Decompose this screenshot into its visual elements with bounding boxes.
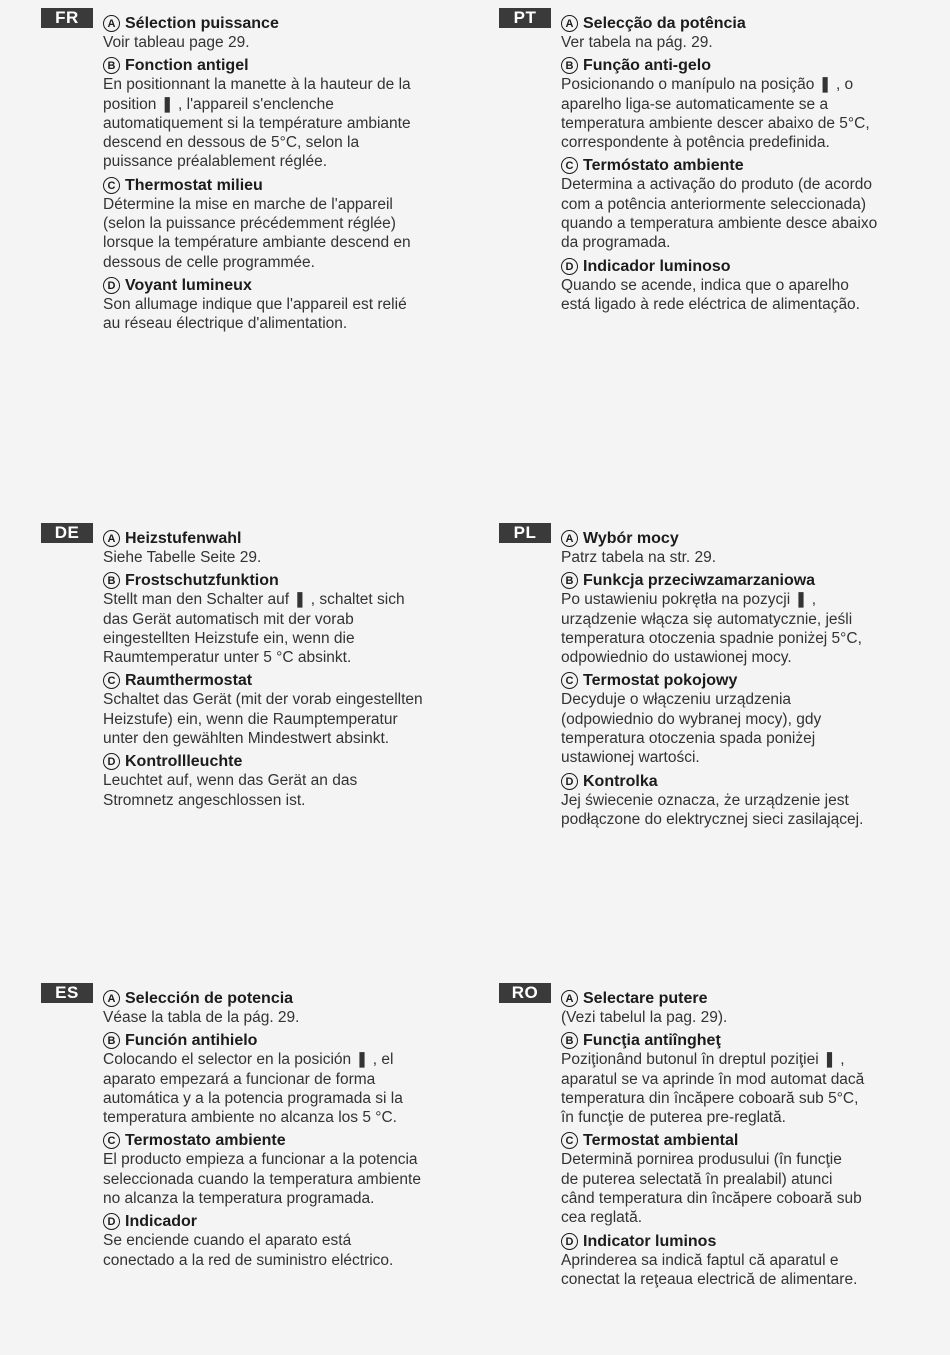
item-body: Son allumage indique que l'appareil est relié au réseau électrique d'alimentation. [103, 295, 407, 333]
item-body: Poziţionând butonul în dreptul poziţiei ❚ , aparatul se va aprinde în mod automat dacă temperatura din încăpere coboară sub 5°C, în funcţie de puterea pre-reglată. [561, 1051, 865, 1127]
marker-a-icon: A [103, 990, 120, 1007]
item-body: Ver tabela na pág. 29. [561, 34, 713, 51]
marker-b-icon: B [103, 1032, 120, 1049]
marker-c-icon: C [561, 157, 578, 174]
item-body: Decyduje o włączeniu urządzenia (odpowiednio do wybranej mocy), gdy temperatura otoczenia spada poniżej ustawionej wartości. [561, 691, 822, 767]
item-body: En positionnant la manette à la hauteur de la position ❚ , l'appareil s'enclenche automatiquement si la température ambiante descend en dessous de 5°C, selon la puissance préalablement réglée. [103, 76, 411, 171]
item-c [103, 671, 523, 748]
item-title: Selectare putere [583, 990, 708, 1007]
item-title: Indicator luminos [583, 1232, 717, 1250]
item-d [561, 1232, 941, 1290]
item-body: Posicionando o manípulo na posição ❚ , o aparelho liga-se automaticamente se a temperatura ambiente descer abaixo de 5°C, correspondente à potência predefinida. [561, 76, 870, 152]
marker-a-icon: A [103, 530, 120, 547]
marker-c-icon: C [561, 1132, 578, 1149]
marker-a-icon: A [561, 15, 578, 32]
item-title: Termóstato ambiente [583, 157, 744, 175]
item-title: Termostato ambiente [125, 1132, 286, 1150]
item-body: Véase la tabla de la pág. 29. [103, 1009, 300, 1026]
marker-d-icon: D [103, 1213, 120, 1230]
item-title: Raumthermostat [125, 672, 253, 690]
item-a [561, 14, 941, 52]
item-d [561, 257, 941, 315]
marker-d-icon: D [103, 277, 120, 294]
marker-d-icon: D [561, 773, 578, 790]
item-title: Função anti-gelo [583, 57, 711, 75]
item-body: Colocando el selector en la posición ❚ , el aparato empezará a funcionar de forma automática y a la potencia programada si la temperatura ambiente no alcanza los 5 °C. [103, 1051, 403, 1127]
item-b [561, 56, 941, 152]
section-ro [511, 983, 941, 1289]
item-body: El producto empieza a funcionar a la potencia seleccionada cuando la temperatura ambiente no alcanza la temperatura programada. [103, 1151, 421, 1208]
item-b [103, 1031, 523, 1127]
item-body: Determină pornirea produsului (în funcţie de puterea selectată în prealabil) atunci când temperatura din încăpere coboară sub cea reglată. [561, 1151, 862, 1227]
marker-b-icon: B [561, 1032, 578, 1049]
item-title: Thermostat milieu [125, 176, 263, 194]
language-badge: RO [499, 983, 551, 1003]
item-a [103, 989, 523, 1027]
item-d [561, 772, 941, 830]
item-c [103, 176, 523, 272]
item-body: Voir tableau page 29. [103, 34, 250, 51]
marker-b-icon: B [103, 572, 120, 589]
section-es [55, 983, 523, 1270]
item-title: Voyant lumineux [125, 276, 252, 294]
item-title: Termostat pokojowy [583, 672, 738, 690]
item-body: Siehe Tabelle Seite 29. [103, 549, 262, 566]
item-body: Aprinderea sa indică faptul că aparatul e conectat la reţeaua electrică de alimentare. [561, 1251, 858, 1288]
item-body: Détermine la mise en marche de l'appareil (selon la puissance précédemment réglée) lorsque la température ambiante descend en dessous de celle programmée. [103, 195, 411, 271]
language-badge: PT [499, 8, 551, 28]
item-b [103, 56, 523, 171]
item-title: Wybór mocy [583, 530, 679, 547]
section-pl [513, 523, 941, 829]
item-c [561, 671, 941, 767]
item-body: Quando se acende, indica que o aparelho está ligado à rede eléctrica de alimentação. [561, 276, 860, 313]
item-d [103, 276, 523, 334]
item-title: Indicador luminoso [583, 257, 731, 275]
item-a [103, 529, 523, 567]
item-c [561, 1131, 941, 1227]
item-c [561, 156, 941, 252]
item-title: Kontrolka [583, 772, 658, 790]
item-title: Función antihielo [125, 1032, 258, 1050]
item-title: Selección de potencia [125, 990, 294, 1007]
item-body: (Vezi tabelul la pag. 29). [561, 1009, 728, 1026]
item-title: Sélection puissance [125, 15, 279, 32]
item-b [103, 571, 523, 667]
item-b [561, 1031, 941, 1127]
marker-c-icon: C [103, 1132, 120, 1149]
marker-b-icon: B [103, 57, 120, 74]
item-title: Frostschutzfunktion [125, 572, 279, 590]
item-title: Funcţia antiîngheţ [583, 1032, 721, 1050]
item-a [561, 529, 941, 567]
item-c [103, 1131, 523, 1208]
item-title: Heizstufenwahl [125, 530, 242, 547]
language-badge: DE [41, 523, 93, 543]
language-badge: PL [499, 523, 551, 543]
marker-a-icon: A [103, 15, 120, 32]
marker-c-icon: C [103, 177, 120, 194]
item-body: Se enciende cuando el aparato está conectado a la red de suministro eléctrico. [103, 1232, 394, 1269]
marker-a-icon: A [561, 990, 578, 1007]
item-body: Patrz tabela na str. 29. [561, 549, 717, 566]
marker-c-icon: C [103, 672, 120, 689]
marker-d-icon: D [103, 753, 120, 770]
language-badge: FR [41, 8, 93, 28]
item-d [103, 1212, 523, 1270]
item-a [561, 989, 941, 1027]
marker-d-icon: D [561, 1233, 578, 1250]
item-body: Determina a activação do produto (de acordo com a potência anteriormente seleccionada) quando a temperatura ambiente desce abaixo da programada. [561, 176, 878, 252]
item-body: Leuchtet auf, wenn das Gerät an das Stromnetz angeschlossen ist. [103, 772, 358, 809]
section-pt [513, 8, 941, 314]
item-body: Stellt man den Schalter auf ❚ , schaltet sich das Gerät automatisch mit der vorab eingestellten Heizstufe ein, wenn die Raumtemperatur unter 5 °C absinkt. [103, 591, 405, 667]
marker-d-icon: D [561, 258, 578, 275]
item-title: Kontrollleuchte [125, 753, 243, 771]
marker-c-icon: C [561, 672, 578, 689]
item-title: Selecção da potência [583, 15, 746, 32]
item-title: Indicador [125, 1213, 198, 1231]
item-a [103, 14, 523, 52]
section-de [54, 523, 523, 810]
item-d [103, 752, 523, 810]
item-b [561, 571, 941, 667]
marker-b-icon: B [561, 57, 578, 74]
language-badge: ES [41, 983, 93, 1003]
item-body: Jej świecenie oznacza, że urządzenie jest podłączone do elektrycznej sieci zasilającej. [561, 791, 864, 828]
section-fr [55, 8, 523, 334]
item-title: Fonction antigel [125, 57, 249, 75]
marker-a-icon: A [561, 530, 578, 547]
marker-b-icon: B [561, 572, 578, 589]
item-body: Schaltet das Gerät (mit der vorab eingestellten Heizstufe) ein, wenn die Raumptemperatur unter den gewählten Mindestwert absinkt. [103, 691, 423, 748]
item-title: Funkcja przeciwzamarzaniowa [583, 572, 816, 590]
item-body: Po ustawieniu pokrętła na pozycji ❚ , urządzenie włącza się automatycznie, jeśli temperatura otoczenia spadnie poniżej 5°C, odpowiednio do ustawionej mocy. [561, 591, 862, 667]
item-title: Termostat ambiental [583, 1132, 739, 1150]
